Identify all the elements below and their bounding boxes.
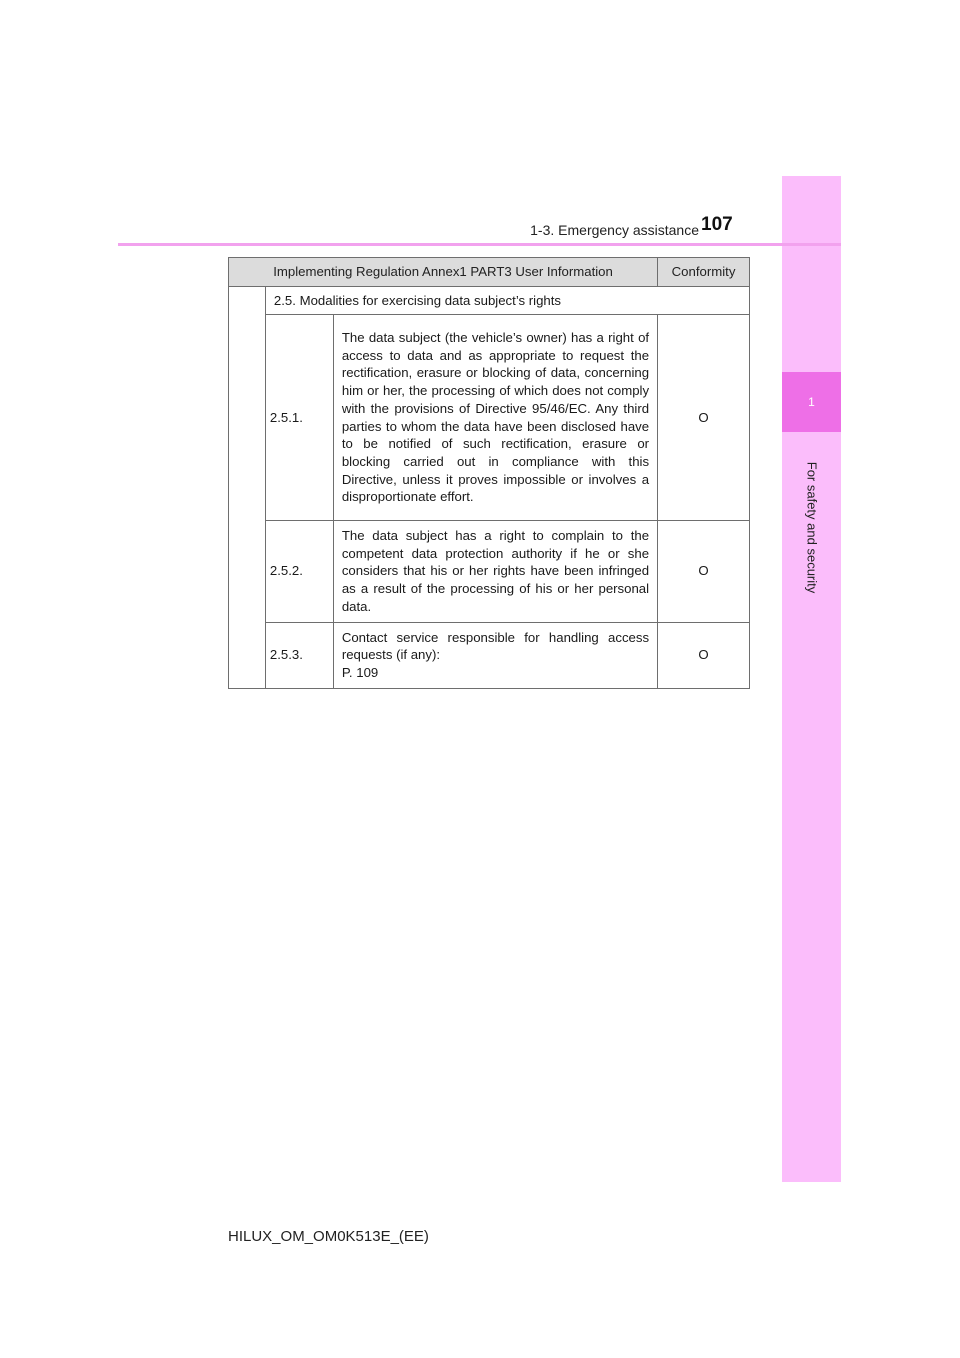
page-number: 107: [701, 214, 733, 235]
table-row: [229, 622, 750, 688]
table-row: [229, 315, 750, 521]
chapter-number-tab: 1: [782, 372, 841, 432]
row-text: Contact service responsible for handling access requests (if any):: [341, 629, 650, 663]
row-number: 2.5.2.: [265, 521, 333, 623]
document-code: HILUX_OM_OM0K513E_(EE): [228, 1228, 429, 1245]
row-number: 2.5.1.: [265, 315, 333, 521]
column-header-conformity: Conformity: [658, 258, 750, 287]
row-conformity: O: [658, 622, 750, 688]
row-text: The data subject has a right to complain to the competent data protection authority if he or she considers that his or her rights have been infringed as a result of the processing of his or her personal data.: [333, 521, 657, 623]
indent-cell: [229, 287, 266, 689]
table-header-row: [229, 258, 750, 287]
chapter-title-tab: [782, 432, 841, 622]
row-conformity: O: [658, 315, 750, 521]
row-text: The data subject (the vehicle’s owner) has a right of access to data and as appropriate to request the rectification, erasure or blocking of data, concerning him or her, the processing of which does not comply with the provisions of Directive 95/46/EC. Any third parties to whom the data have been disclosed have to be notified of such rectification, erasure or blocking carried out in compliance with this Directive, unless it proves impossible or involves a disproportionate effort.: [333, 315, 657, 521]
header-rule: [118, 243, 841, 246]
row-text-block: [333, 622, 657, 688]
user-information-table: [228, 257, 750, 689]
chapter-title: For safety and security: [804, 461, 819, 593]
row-number: 2.5.3.: [265, 622, 333, 688]
row-conformity: O: [658, 521, 750, 623]
column-header-information: Implementing Regulation Annex1 PART3 User Information: [229, 258, 658, 287]
table-section-row: [229, 287, 750, 315]
section-title: 1-3. Emergency assistance: [530, 222, 699, 238]
page-reference: P. 109: [341, 664, 379, 680]
table-row: [229, 521, 750, 623]
section-heading: 2.5. Modalities for exercising data subject’s rights: [265, 287, 749, 315]
chapter-side-tab: [782, 176, 841, 1182]
